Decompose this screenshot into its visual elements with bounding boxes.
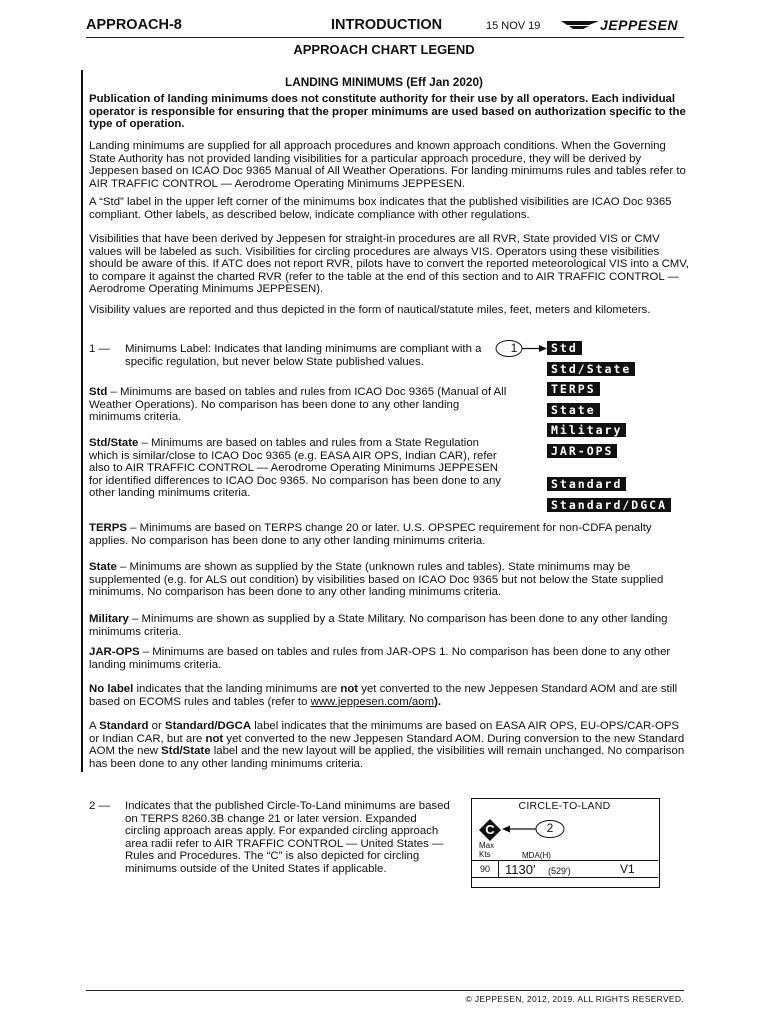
callout-1-label: 1 <box>510 341 518 355</box>
footer-rule <box>86 990 684 991</box>
paragraph-2: A “Std” label in the upper left corner of the minimums box indicates that the published visibilities are ICAO Doc 9365 compliant. Other labels, as described below, indicate compliance with other regulations. <box>89 196 672 221</box>
jeppesen-brand: JEPPESEN <box>600 17 678 33</box>
box-row-rule <box>471 860 658 861</box>
max-kts-label: Max Kts <box>479 841 495 859</box>
definition-military: Military – Minimums are shown as supplied by a State Military. No comparison has been done to any other landing minimums criteria. <box>89 613 668 638</box>
label-terps: TERPS <box>547 382 600 396</box>
definition-std-state: Std/State – Minimums are based on tables and rules from a State Regulation which is similar/close to ICAO Doc 9365 (e.g. EASA AIR OPS, Indian CAR), refer also to AIR TRAFFIC CONTROL — Aerodrome Operating Minimums JEPPESEN for identified differences to ICAO Doc 9365. No comparison has been done to any other landing minimums criteria. <box>89 437 501 500</box>
callout-2-label: 2 <box>546 821 554 835</box>
copyright: © JEPPESEN, 2012, 2019. ALL RIGHTS RESERVED. <box>465 994 684 1004</box>
label-standard: Standard <box>547 477 626 491</box>
revision-bar <box>81 70 83 772</box>
mda-value: 1130′ <box>505 862 536 877</box>
definition-standard: A Standard or Standard/DGCA label indicates that the minimums are based on EASA AIR OPS, EU-OPS/CAR-OPS or Indian CAR, but are not yet converted to the new Jeppesen Standard AOM. During conversion to the new Standard AOM the new Std/State label and the new layout will be applied, the visibilities will remain unchanged. No comparison has been done to any other landing minimums criteria. <box>89 720 685 770</box>
aom-link[interactable]: www.jeppesen.com/aom <box>310 695 435 708</box>
header-date: 15 NOV 19 <box>486 20 541 32</box>
jeppesen-wing-icon <box>561 18 601 32</box>
label-standard-dgca: Standard/DGCA <box>547 498 671 512</box>
jeppesen-logo <box>561 18 601 37</box>
mda-label: MDA(H) <box>522 851 551 860</box>
paragraph-3: Visibilities that have been derived by Jeppesen for straight-in procedures are all RVR, State provided VIS or CMV values will be labeled as such. Visibilities for circling procedures are always VIS. Operators using these visibilities should be aware of this. If ATC does not report RVR, pilots have to convert the reported meteorological VIS into a CMV, to compare it against the charted RVR (refer to the table at the end of this section and to AIR TRAFFIC CONTROL — Aerodrome Operating Minimums JEPPESEN). <box>89 233 690 296</box>
mda-height: (529′) <box>548 866 571 876</box>
circling-c-letter: C <box>485 822 495 837</box>
item-1-text: Minimums Label: Indicates that landing minimums are compliant with a specific regulation, but never below State published values. <box>125 343 482 368</box>
label-std: Std <box>547 341 582 355</box>
circle-to-land-title: CIRCLE-TO-LAND <box>518 800 611 812</box>
paragraph-1: Landing minimums are supplied for all approach procedures and known approach conditions. When the Governing State Authority has not provided landing visibilities for a particular approach procedure, they will be derived by Jeppesen based on ICAO Doc 9365 Manual of All Weather Operations. For landing minimums rules and tables refer to AIR TRAFFIC CONTROL — Aerodrome Operating Minimums JEPPESEN. <box>89 140 686 190</box>
label-state: State <box>547 403 600 417</box>
header-chapter: APPROACH-8 <box>86 17 182 33</box>
label-std-state: Std/State <box>547 362 635 376</box>
box-bottom-rule <box>471 877 658 878</box>
label-military: Military <box>547 423 626 437</box>
section-title: LANDING MINIMUMS (Eff Jan 2020) <box>285 75 483 89</box>
paragraph-4: Visibility values are reported and thus depicted in the form of nautical/statute miles, feet, meters and kilometers. <box>89 304 651 316</box>
definition-terps: TERPS – Minimums are based on TERPS change 20 or later. U.S. OPSPEC requirement for non-CDFA penalty applies. No comparison has been done to any other landing minimums criteria. <box>89 522 652 547</box>
item-1-number: 1 — <box>89 343 110 355</box>
header-rule <box>86 37 684 38</box>
header-section: INTRODUCTION <box>331 17 443 33</box>
item-2-text: Indicates that the published Circle-To-Land minimums are based on TERPS 8260.3B change 21 or later version. Expanded circling approach areas apply. For expanded circling approach area radii refer to AIR TRAFFIC CONTROL — United States — Rules and Procedures. The “C” is also depicted for circling minimums outside of the United States if applicable. <box>125 800 450 875</box>
disclaimer: Publication of landing minimums does not constitute authority for their use by all operators. Each individual operator is responsible for ensuring that the proper minimums are used based on authorization specific to the type of operation. <box>89 93 686 131</box>
label-jar-ops: JAR-OPS <box>547 444 617 458</box>
page-title: APPROACH CHART LEGEND <box>293 42 475 57</box>
definition-std: Std – Minimums are based on tables and rules from ICAO Doc 9365 (Manual of All Weather Operations). No comparison has been done to any other landing minimums criteria. <box>89 386 507 424</box>
definition-jar-ops: JAR-OPS – Minimums are based on tables and rules from JAR-OPS 1. No comparison has been done to any other landing minimums criteria. <box>89 646 671 671</box>
box-col-rule <box>498 860 499 877</box>
definition-state: State – Minimums are shown as supplied by the State (unknown rules and tables). State minimums may be supplemented (e.g. for ALS out condition) by visibilities based on ICAO Doc 9365 but not below the State supplied minimums. No comparison has been done to any other landing minimums criteria. <box>89 561 664 599</box>
item-2-number: 2 — <box>89 800 110 812</box>
definition-no-label: No label indicates that the landing minimums are not yet converted to the new Jeppesen Standard AOM and are still based on ECOMS rules and tables (refer to www.jeppesen.com/aom). <box>89 683 678 708</box>
max-kts-value: 90 <box>480 864 491 874</box>
visibility-value: V1 <box>620 862 635 876</box>
